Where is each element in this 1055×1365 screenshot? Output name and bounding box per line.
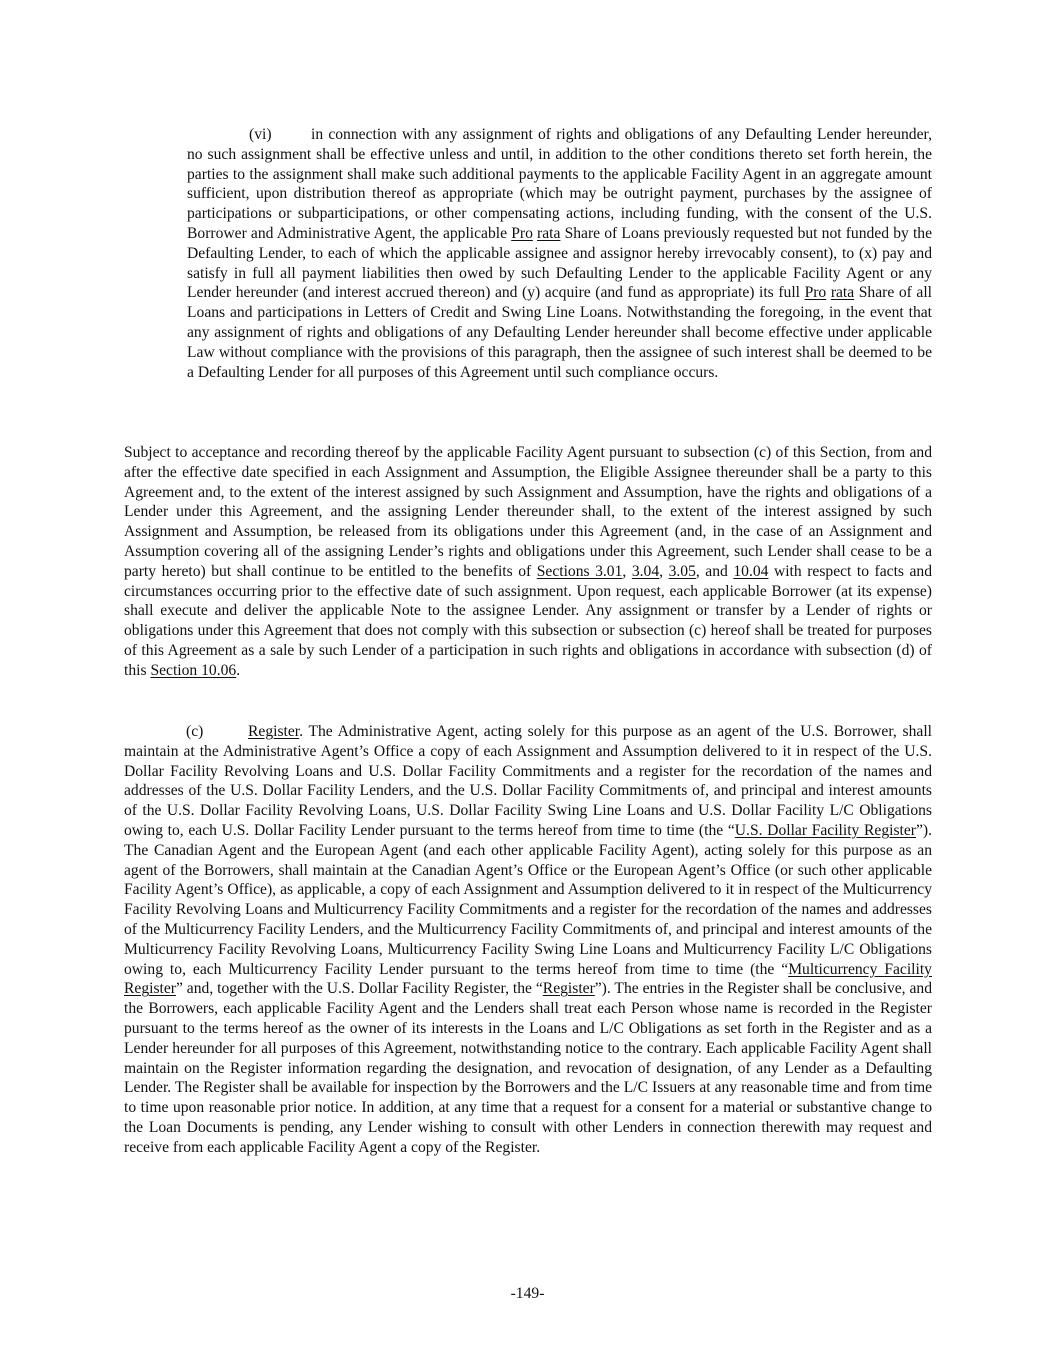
clause-vi-label: (vi): [249, 126, 272, 143]
clause-c-text-3: ” and, together with the U.S. Dollar Facility Register, the “: [175, 980, 543, 998]
register-term: Register: [542, 980, 595, 998]
rata-term-2: rata: [830, 284, 855, 302]
ref-section-3-04: 3.04: [631, 562, 660, 580]
rata-term: rata: [537, 224, 561, 242]
page-number: -149-: [510, 1285, 545, 1302]
subject-text-3: .: [236, 661, 241, 679]
ref-section-3-05: 3.05: [668, 562, 696, 580]
subject-text-1: Subject to acceptance and recording thereof by the applicable Facility Agent pursuant to subsection (c) of this Section, from and after the effective date specified in each Assignment and Assumption, the Eligible Assignee thereunder shall be a party to this Agreement and, to the extent of the interest assigned by such Assignment and Assumption, have the rights and obligations of a Lender under this Agreement, and the assigning Lender thereunder shall, to the extent of the interest assigned by such Assignment and Assumption, be released from its obligations under this Agreement (and, in the case of an Assignment and Assumption covering all of the assigning Lender’s rights and obligations under this Agreement, such Lender shall cease to be a party hereto) but shall continue to be entitled to the benefits of: [124, 444, 932, 580]
clause-c-text-2: ”). The Canadian Agent and the European Agent (and each other applicable Facility Agent), acting solely for this purpose as an agent of the Borrowers, shall maintain at the Canadian Agent’s Office or the European Agent’s Office (or such other applicable Facility Agent’s Office), as applicable, a copy of each Assignment and Assumption delivered to it in respect of the Multicurrency Facility Revolving Loans and Multicurrency Facility Commitments and a register for the recordation of the names and addresses of the Multicurrency Facility Lenders, and the Multicurrency Facility Commitments of, and principal and interest amounts of the Multicurrency Facility Revolving Loans, Multicurrency Facility Swing Line Loans and Multicurrency Facility L/C Obligations owing to, each Multicurrency Facility Lender pursuant to the terms hereof from time to time (the “: [124, 821, 932, 978]
clause-c-paragraph: [124, 722, 932, 1158]
ref-section-3-01: Sections 3.01: [536, 562, 623, 580]
clause-vi-text-1: in connection with any assignment of rights and obligations of any Defaulting Lender hereunder, no such assignment shall be effective unless and until, in addition to the other conditions thereto set forth herein, the parties to the assignment shall make such additional payments to the applicable Facility Agent in an aggregate amount sufficient, upon distribution thereof as appropriate (which may be outright payment, purchases by the assignee of participations or subparticipations, or other compensating actions, including funding, with the consent of the U.S. Borrower and Administrative Agent, the applicable: [187, 126, 932, 242]
usd-facility-register-term: U.S. Dollar Facility Register: [734, 821, 916, 839]
separator: , and: [695, 562, 734, 580]
ref-section-10-04: 10.04: [733, 562, 769, 580]
clause-vi-text-2: Share of Loans previously requested but not funded by the Defaulting Lender, to each of which the applicable assignee and assignor hereby irrevocably consent), to (x) pay and satisfy in full all payment liabilities then owed by such Defaulting Lender to the applicable Facility Agent or any Lender hereunder (and interest accrued thereon) and (y) acquire (and fund as appropriate) its full: [187, 224, 933, 302]
register-heading: Register: [248, 723, 300, 740]
clause-vi-paragraph: [187, 125, 932, 382]
ref-section-10-06: Section 10.06: [150, 661, 237, 679]
pro-term-2: Pro: [804, 284, 827, 302]
clause-c-text-1: . The Administrative Agent, acting solely for this purpose as an agent of the U.S. Borrower, shall maintain at the Administrative Agent’s Office a copy of each Assignment and Assumption delivered to it in respect of the U.S. Dollar Facility Revolving Loans and U.S. Dollar Facility Commitments and a register for the recordation of the names and addresses of the U.S. Dollar Facility Lenders, and the U.S. Dollar Facility Commitments of, and principal and interest amounts of the U.S. Dollar Facility Revolving Loans, U.S. Dollar Facility Swing Line Loans and U.S. Dollar Facility L/C Obligations owing to, each U.S. Dollar Facility Lender pursuant to the terms hereof from time to time (the “: [124, 723, 932, 839]
subject-paragraph: [124, 443, 932, 681]
clause-c-text-4: ”). The entries in the Register shall be conclusive, and the Borrowers, each applicable Facility Agent and the Lenders shall treat each Person whose name is recorded in the Register pursuant to the terms hereof as the owner of its interests in the Loans and L/C Obligations as set forth in the Register and as a Lender hereunder for all purposes of this Agreement, notwithstanding notice to the contrary. Each applicable Facility Agent shall maintain on the Register information regarding the designation, and revocation of designation, of any Lender as a Defaulting Lender. The Register shall be available for inspection by the Borrowers and the L/C Issuers at any reasonable time and from time to time upon reasonable prior notice. In addition, at any time that a request for a consent for a material or substantive change to the Loan Documents is pending, any Lender wishing to consult with other Lenders in connection therewith may request and receive from each applicable Facility Agent a copy of the Register.: [124, 980, 932, 1156]
subject-text-2: with respect to facts and circumstances occurring prior to the effective date of such assignment. Upon request, each applicable Borrower (at its expense) shall execute and deliver the applicable Note to the assignee Lender. Any assignment or transfer by a Lender of rights or obligations under this Agreement that does not comply with this subsection or subsection (c) hereof shall be treated for purposes of this Agreement as a sale by such Lender of a participation in such rights and obligations in accordance with subsection (d) of this: [124, 562, 933, 679]
separator: ,: [659, 562, 669, 580]
multicurrency-register-term: Multicurrency Facility Register: [124, 960, 932, 998]
separator: ,: [622, 562, 632, 580]
pro-term: Pro: [511, 224, 533, 242]
clause-vi-text-3: Share of all Loans and participations in Letters of Credit and Swing Line Loans. Notwithstanding the foregoing, in the event that any assignment of rights and obligations of any Defaulting Lender hereunder shall become effective under applicable Law without compliance with the provisions of this paragraph, then the assignee of such interest shall be deemed to be a Defaulting Lender for all purposes of this Agreement until such compliance occurs.: [187, 284, 932, 381]
clause-c-label: (c): [186, 723, 204, 740]
